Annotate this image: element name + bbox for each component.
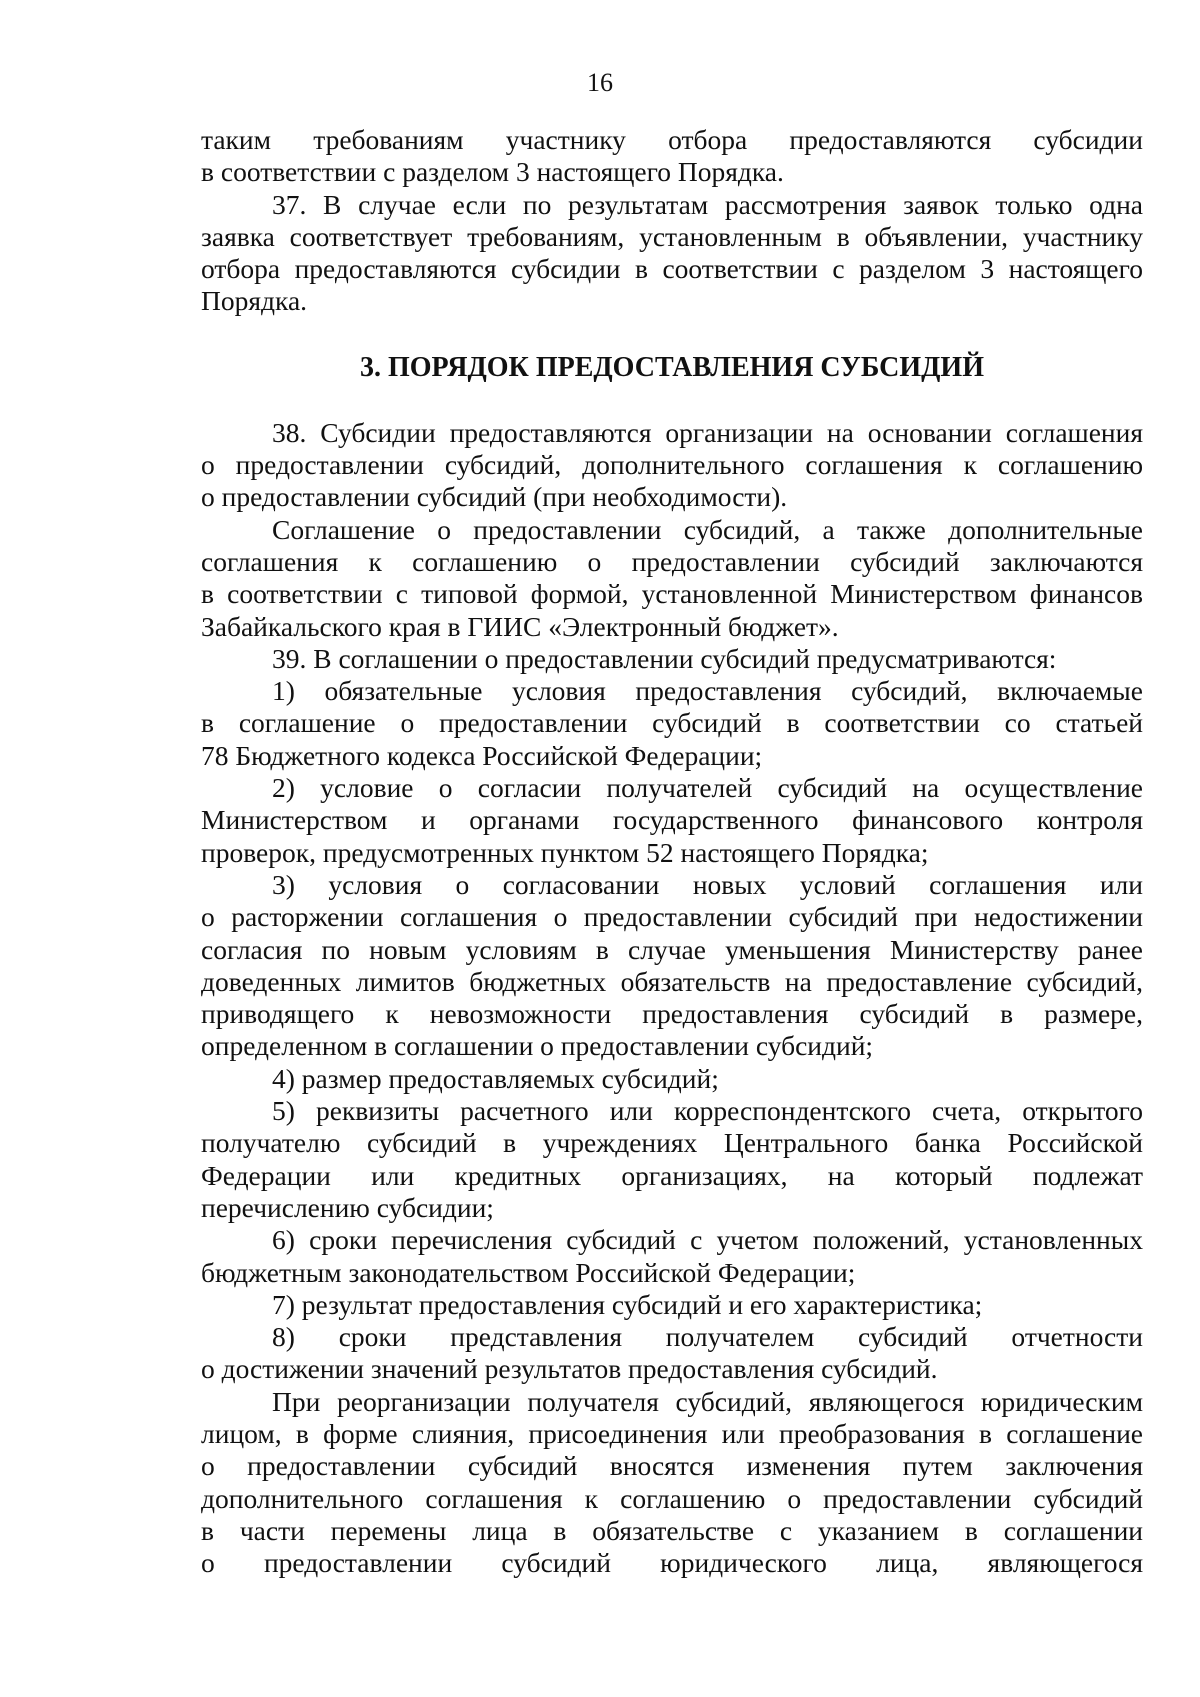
text-line: 1) обязательные условия предоставления субсидий, включаемые <box>272 675 1143 707</box>
text-line: о предоставлении субсидий вносятся изменения путем заключения <box>201 1450 1143 1482</box>
text-line: Министерством и органами государственного финансового контроля <box>201 804 1143 836</box>
text-line: При реорганизации получателя субсидий, являющегося юридическим <box>272 1385 1143 1417</box>
text-line: в соответствии с разделом 3 настоящего Порядка. <box>201 156 784 188</box>
text-line: о предоставлении субсидий (при необходимости). <box>201 481 788 513</box>
text-line: 5) реквизиты расчетного или корреспондентского счета, открытого <box>272 1095 1143 1127</box>
text-line: бюджетным законодательством Российской Федерации; <box>201 1256 856 1288</box>
text-line: таким требованиям участнику отбора предоставляются субсидии <box>201 124 1143 155</box>
text-line: определенном в соглашении о предоставлении субсидий; <box>201 1030 874 1062</box>
text-line: 6) сроки перечисления субсидий с учетом положений, установленных <box>272 1224 1143 1256</box>
text-line: заявка соответствует требованиям, установленным в объявлении, участнику <box>201 220 1143 252</box>
text-line: приводящего к невозможности предоставления субсидий в размере, <box>201 998 1143 1030</box>
text-line: 39. В соглашении о предоставлении субсидий предусматриваются: <box>272 642 1057 674</box>
text-line: о предоставлении субсидий юридического лица, являющегося <box>201 1547 1143 1579</box>
text-line: в части перемены лица в обязательстве с указанием в соглашении <box>201 1514 1143 1546</box>
text-line: 8) сроки представления получателем субсидий отчетности <box>272 1321 1143 1353</box>
text-line: перечислению субсидии; <box>201 1191 494 1223</box>
text-line: 3) условия о согласовании новых условий соглашения или <box>272 868 1143 900</box>
text-line: получателю субсидий в учреждениях Центрального банка Российской <box>201 1127 1143 1159</box>
text-line: дополнительного соглашения к соглашению о предоставлении субсидий <box>201 1482 1143 1514</box>
text-line: Порядка. <box>201 285 308 317</box>
text-line: Соглашение о предоставлении субсидий, а также дополнительные <box>272 513 1143 545</box>
text-line: 7) результат предоставления субсидий и его характеристика; <box>272 1288 983 1320</box>
text-line: отбора предоставляются субсидии в соответствии с разделом 3 настоящего <box>201 253 1143 285</box>
text-line: 78 Бюджетного кодекса Российской Федерации; <box>201 739 763 771</box>
text-line: 38. Субсидии предоставляются организации на основании соглашения <box>272 416 1143 448</box>
text-line: о расторжении соглашения о предоставлении субсидий при недостижении <box>201 901 1143 933</box>
text-line: 37. В случае если по результатам рассмотрения заявок только одна <box>272 188 1143 220</box>
text-line: о достижении значений результатов предоставления субсидий. <box>201 1353 938 1385</box>
text-line: в соответствии с типовой формой, установленной Министерством финансов <box>201 578 1143 610</box>
text-line: о предоставлении субсидий, дополнительного соглашения к соглашению <box>201 449 1143 481</box>
text-line: 2) условие о согласии получателей субсидий на осуществление <box>272 772 1143 804</box>
text-line: 4) размер предоставляемых субсидий; <box>272 1062 719 1094</box>
text-line: Федерации или кредитных организациях, на который подлежат <box>201 1159 1143 1191</box>
text-line: соглашения к соглашению о предоставлении субсидий заключаются <box>201 545 1143 577</box>
section-heading: 3. ПОРЯДОК ПРЕДОСТАВЛЕНИЯ СУБСИДИЙ <box>360 351 984 383</box>
text-line: Забайкальского края в ГИИС «Электронный бюджет». <box>201 610 839 642</box>
text-line: проверок, предусмотренных пунктом 52 настоящего Порядка; <box>201 836 929 868</box>
text-line: в соглашение о предоставлении субсидий в соответствии со статьей <box>201 707 1143 739</box>
text-line: лицом, в форме слияния, присоединения или преобразования в соглашение <box>201 1417 1143 1449</box>
page-number: 16 <box>587 68 613 97</box>
text-line: доведенных лимитов бюджетных обязательств на предоставление субсидий, <box>201 965 1143 997</box>
text-line: согласия по новым условиям в случае уменьшения Министерству ранее <box>201 933 1143 965</box>
document-body <box>201 124 1143 1579</box>
